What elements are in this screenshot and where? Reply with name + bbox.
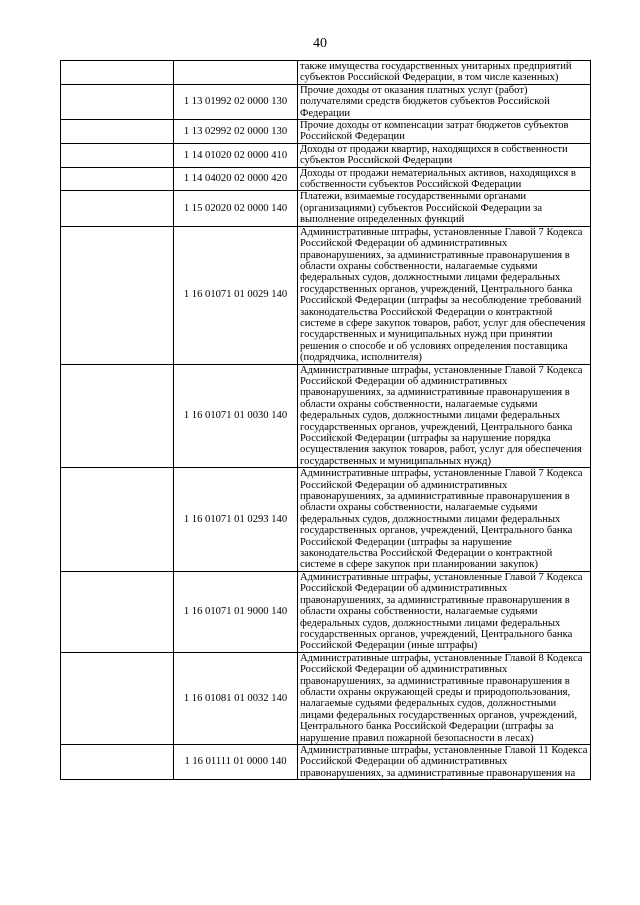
revenue-code-cell: 1 16 01071 01 0029 140 bbox=[174, 226, 298, 364]
admin-code-cell bbox=[61, 571, 174, 652]
table-row bbox=[61, 652, 591, 744]
admin-code-cell bbox=[61, 226, 174, 364]
table-row bbox=[61, 61, 591, 85]
admin-code-cell bbox=[61, 167, 174, 191]
revenue-name-cell: Административные штрафы, установленные Главой 8 Кодекса Российской Федерации об административных правонарушениях, за административные правонарушения в области охраны окружающей среды и природопользования, налагаемые судьями федеральных судов, должностными лицами федеральных государственных органов, учреждений, Центрального банка Российской Федерации (штрафы за нарушение правил пожарной безопасности в лесах) bbox=[298, 652, 591, 744]
revenue-name-cell: Административные штрафы, установленные Главой 7 Кодекса Российской Федерации об административных правонарушениях, за административные правонарушения в области охраны собственности, налагаемые судьями федеральных судов, должностными лицами федеральных государственных органов, учреждений, Центрального банка Российской Федерации (штрафы за нарушение законодательства Российской Федерации о контрактной системе в сфере закупок при планировании закупок) bbox=[298, 468, 591, 572]
table-row bbox=[61, 571, 591, 652]
revenue-name-cell: Доходы от продажи нематериальных активов, находящихся в собственности субъектов Российской Федерации bbox=[298, 167, 591, 191]
revenue-code-cell: 1 16 01071 01 0293 140 bbox=[174, 468, 298, 572]
admin-code-cell bbox=[61, 84, 174, 119]
admin-code-cell bbox=[61, 191, 174, 226]
revenue-code-cell: 1 16 01081 01 0032 140 bbox=[174, 652, 298, 744]
table-row bbox=[61, 120, 591, 144]
admin-code-cell bbox=[61, 468, 174, 572]
revenue-name-cell: Административные штрафы, установленные Главой 7 Кодекса Российской Федерации об административных правонарушениях, за административные правонарушения в области охраны собственности, налагаемые судьями федеральных судов, должностными лицами федеральных государственных органов, учреждений, Центрального банка Российской Федерации (иные штрафы) bbox=[298, 571, 591, 652]
table-row bbox=[61, 226, 591, 364]
revenue-code-cell: 1 13 02992 02 0000 130 bbox=[174, 120, 298, 144]
table-row bbox=[61, 143, 591, 167]
revenue-code-cell: 1 15 02020 02 0000 140 bbox=[174, 191, 298, 226]
revenue-name-cell: Прочие доходы от оказания платных услуг (работ) получателями средств бюджетов субъектов Российской Федерации bbox=[298, 84, 591, 119]
table-body bbox=[61, 61, 591, 780]
table-row bbox=[61, 364, 591, 468]
revenue-code-cell: 1 13 01992 02 0000 130 bbox=[174, 84, 298, 119]
admin-code-cell bbox=[61, 143, 174, 167]
table-row bbox=[61, 167, 591, 191]
admin-code-cell bbox=[61, 744, 174, 779]
revenue-code-cell: 1 16 01071 01 9000 140 bbox=[174, 571, 298, 652]
table-row bbox=[61, 191, 591, 226]
revenue-name-cell: Административные штрафы, установленные Главой 7 Кодекса Российской Федерации об административных правонарушениях, за административные правонарушения в области охраны собственности, налагаемые судьями федеральных судов, должностными лицами федеральных государственных органов, учреждений, Центрального банка Российской Федерации (штрафы за несоблюдение требований законодательства Российской Федерации о контрактной системе в сфере закупок товаров, работ, услуг для обеспечения государственных и муниципальных нужд при принятии решения о способе и об условиях определения поставщика (подрядчика, исполнителя) bbox=[298, 226, 591, 364]
revenue-name-cell: Административные штрафы, установленные Главой 7 Кодекса Российской Федерации об административных правонарушениях, за административные правонарушения в области охраны собственности, налагаемые судьями федеральных судов, должностными лицами федеральных государственных органов, учреждений, Центрального банка Российской Федерации (штрафы за нарушение порядка осуществления закупок товаров, работ, услуг для обеспечения государственных и муниципальных нужд) bbox=[298, 364, 591, 468]
revenue-code-cell bbox=[174, 61, 298, 85]
revenue-name-cell: Доходы от продажи квартир, находящихся в собственности субъектов Российской Федерации bbox=[298, 143, 591, 167]
revenue-code-cell: 1 14 04020 02 0000 420 bbox=[174, 167, 298, 191]
revenue-name-cell: Прочие доходы от компенсации затрат бюджетов субъектов Российской Федерации bbox=[298, 120, 591, 144]
table-row bbox=[61, 84, 591, 119]
admin-code-cell bbox=[61, 61, 174, 85]
admin-code-cell bbox=[61, 364, 174, 468]
table-row bbox=[61, 744, 591, 779]
revenue-code-cell: 1 16 01071 01 0030 140 bbox=[174, 364, 298, 468]
admin-code-cell bbox=[61, 652, 174, 744]
admin-code-cell bbox=[61, 120, 174, 144]
page-number: 40 bbox=[313, 36, 327, 51]
revenue-code-cell: 1 14 01020 02 0000 410 bbox=[174, 143, 298, 167]
revenue-code-cell: 1 16 01111 01 0000 140 bbox=[174, 744, 298, 779]
revenue-name-cell: Платежи, взимаемые государственными органами (организациями) субъектов Российской Федерации за выполнение определенных функций bbox=[298, 191, 591, 226]
revenue-codes-table bbox=[60, 60, 591, 780]
revenue-name-cell: Административные штрафы, установленные Главой 11 Кодекса Российской Федерации об административных правонарушениях, за административные правонарушения на bbox=[298, 744, 591, 779]
revenue-name-cell: также имущества государственных унитарных предприятий субъектов Российской Федерации, в том числе казенных) bbox=[298, 61, 591, 85]
table-row bbox=[61, 468, 591, 572]
